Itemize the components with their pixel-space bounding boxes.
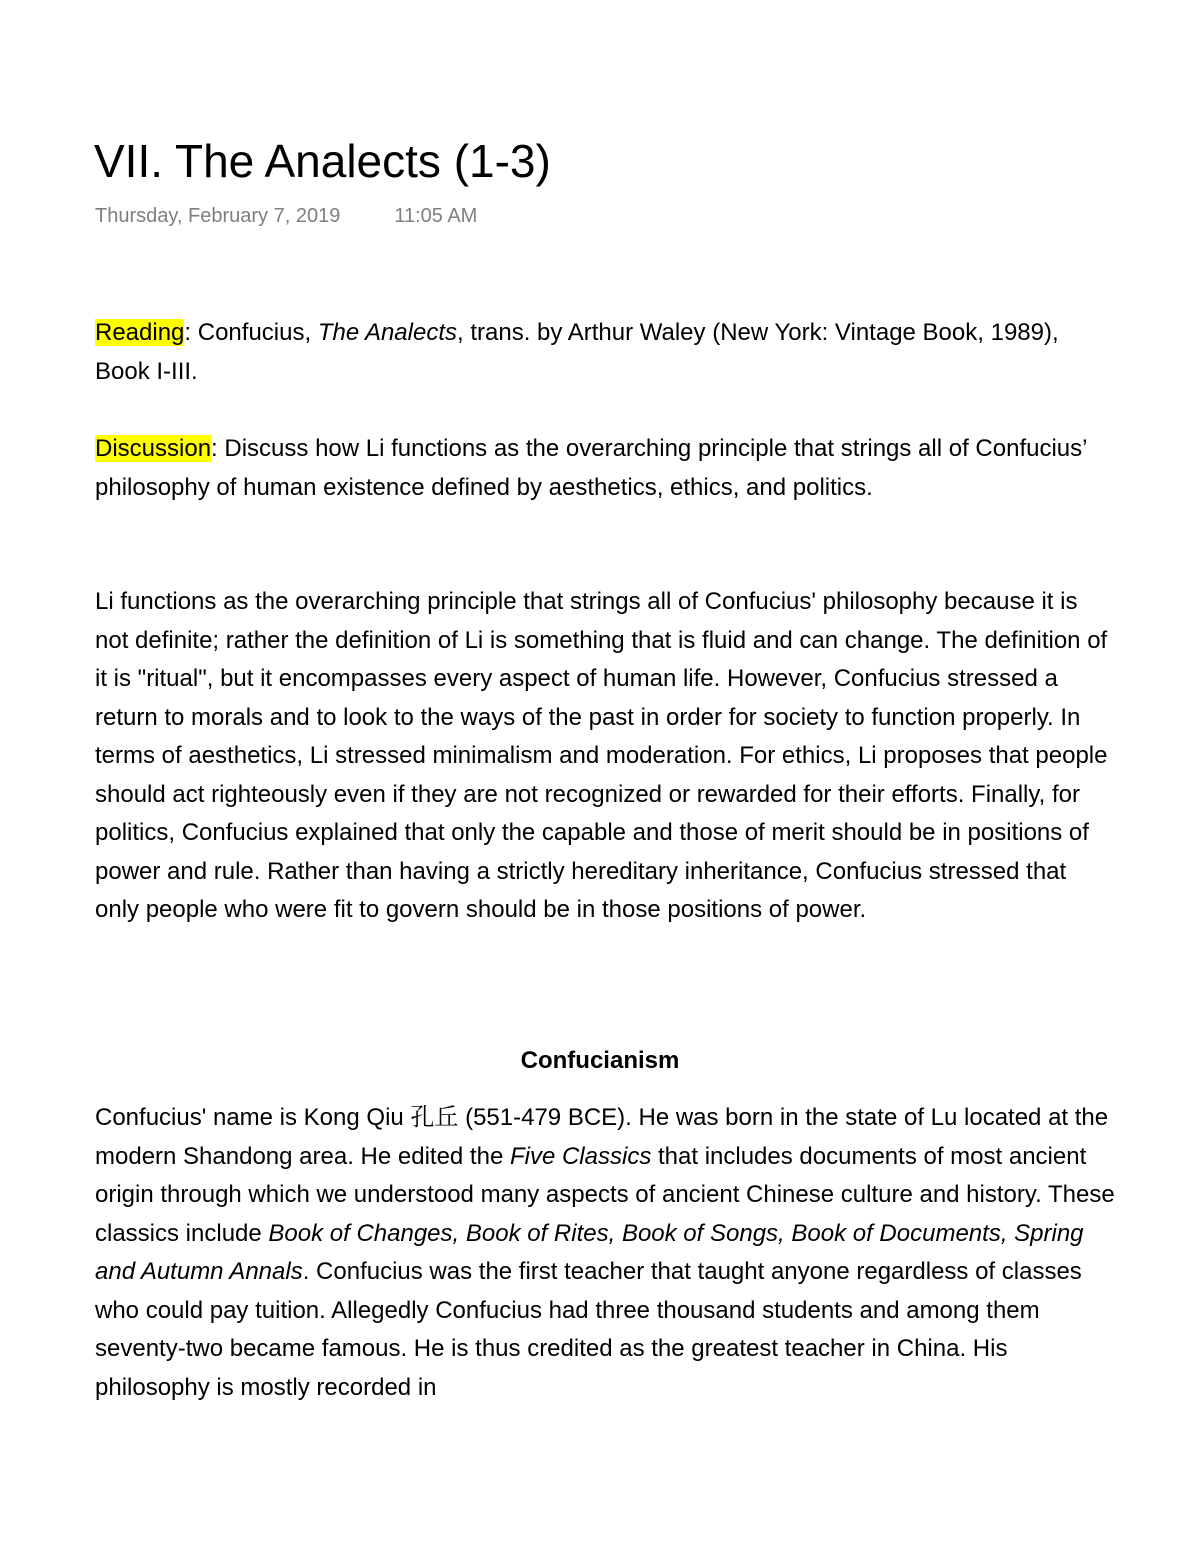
reading-label: Reading: [95, 319, 185, 346]
classics-list: Book of Changes, Book of Rites, Book of Songs, Book of Documents, Spring and Autumn Annals: [95, 1219, 1084, 1285]
page-title: VII. The Analects (1-3): [94, 135, 551, 187]
reading-paragraph: [95, 314, 1115, 391]
note-date: Thursday, February 7, 2019: [95, 205, 341, 227]
answer-paragraph: Li functions as the overarching principle that strings all of Confucius' philosophy because it is not definite; rather the definition of Li is something that is fluid and can change. The definition of it is "ritual", but it encompasses every aspect of human life. However, Confucius stressed a return to morals and to look to the ways of the past in order for society to function properly. In terms of aesthetics, Li stressed minimalism and moderation. For ethics, Li proposes that people should act righteously even if they are not recognized or rewarded for their efforts. Finally, for politics, Confucius explained that only the capable and those of merit should be in positions of power and rule. Rather than having a strictly hereditary inheritance, Confucius stressed that only people who were fit to govern should be in those positions of power.: [95, 588, 1108, 923]
dateline: [95, 203, 477, 229]
confucianism-text-3: . Confucius was the first teacher that taught anyone regardless of classes who could pay tuition. Allegedly Confucius had three thousand students and among them seventy-two became famous. He is thus credited as the greatest teacher in China. His philosophy is mostly recorded in: [95, 1258, 1082, 1401]
confucianism-text-2: that includes documents of most ancient origin through which we understood many aspects of ancient Chinese culture and history. These classics include: [95, 1142, 1115, 1247]
discussion-label: Discussion: [95, 435, 212, 462]
reading-text-1: : Confucius,: [184, 319, 318, 346]
reading-text-2: , trans. by Arthur Waley (New York: Vintage Book, 1989), Book I-III.: [95, 319, 1059, 385]
discussion-text: : Discuss how Li functions as the overarching principle that strings all of Confucius’ philosophy of human existence defined by aesthetics, ethics, and politics.: [95, 435, 1087, 501]
five-classics-title: Five Classics: [509, 1142, 652, 1170]
section-heading: Confucianism: [520, 1047, 680, 1074]
confucianism-text-1: Confucius' name is Kong Qiu 孔丘 (551-479 BCE). He was born in the state of Lu located at the modern Shandong area. He edited the: [95, 1104, 1109, 1170]
reading-book-title: The Analects: [317, 319, 457, 346]
confucianism-paragraph: [95, 1099, 1115, 1407]
note-time: 11:05 AM: [394, 205, 478, 227]
discussion-paragraph: [95, 430, 1115, 507]
